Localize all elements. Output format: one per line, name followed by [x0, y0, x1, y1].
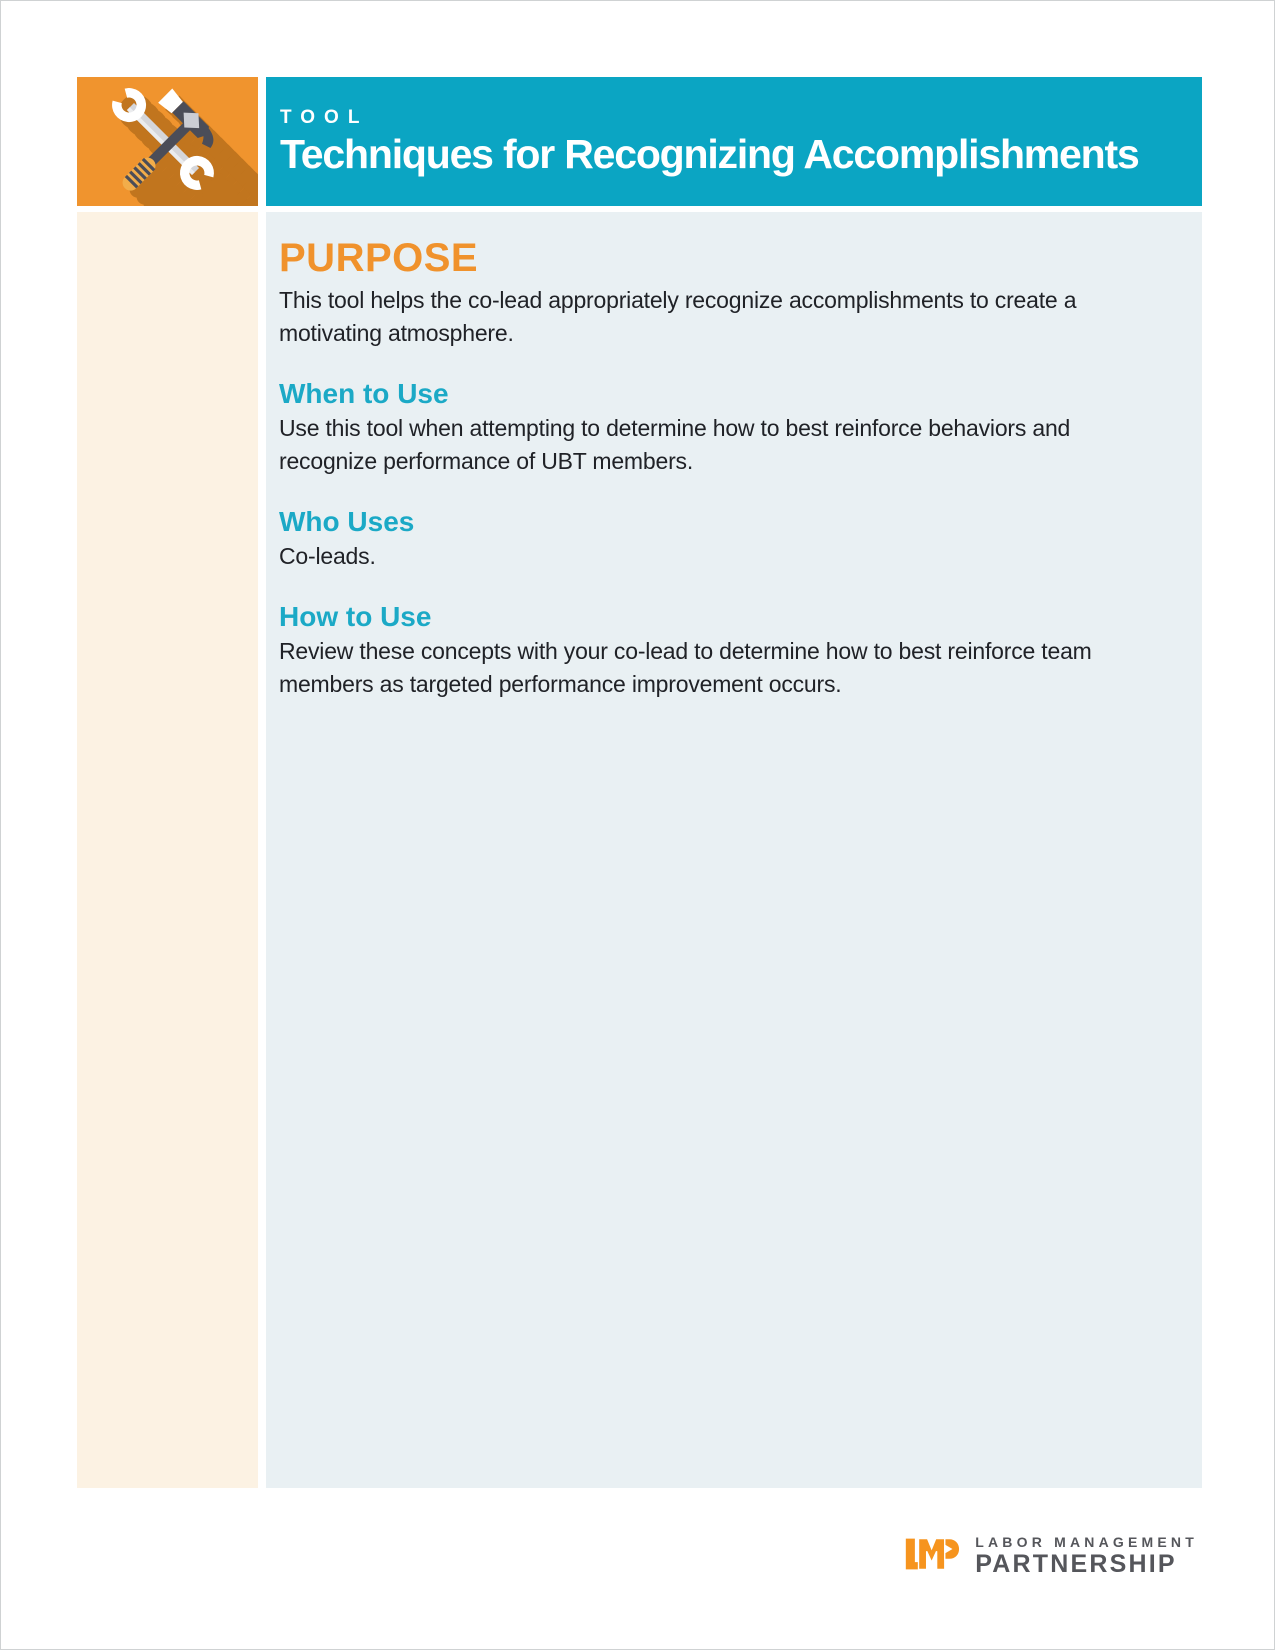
how-line-1: Review these concepts with your co-lead to determine how to best reinforce team — [279, 638, 1092, 664]
purpose-line-2: motivating atmosphere. — [279, 320, 514, 346]
lmp-logo-mark-icon — [904, 1535, 962, 1573]
tools-icon — [77, 77, 258, 206]
how-line-2: members as targeted performance improvement occurs. — [279, 671, 842, 697]
purpose-paragraph — [279, 284, 1194, 350]
when-to-use-heading: When to Use — [279, 378, 449, 409]
purpose-heading: PURPOSE — [279, 236, 479, 280]
logo-line-labor-management: LABOR MANAGEMENT — [975, 1534, 1198, 1550]
purpose-line-1: This tool helps the co-lead appropriately recognize accomplishments to create a — [279, 287, 1077, 313]
content-panel — [266, 212, 1202, 1488]
page-title: Techniques for Recognizing Accomplishments — [280, 131, 1139, 177]
who-uses-heading: Who Uses — [279, 506, 415, 537]
who-uses-paragraph — [279, 540, 1194, 573]
header-banner — [266, 77, 1202, 206]
when-line-2: recognize performance of UBT members. — [279, 448, 694, 474]
lmp-logo-text — [975, 1535, 1198, 1577]
when-to-use-paragraph — [279, 412, 1194, 478]
how-to-use-heading: How to Use — [279, 601, 432, 632]
wrench-hammer-icon — [77, 77, 258, 206]
lmp-logo — [904, 1535, 1198, 1577]
sidebar-accent-column — [77, 212, 258, 1488]
when-line-1: Use this tool when attempting to determine how to best reinforce behaviors and — [279, 415, 1071, 441]
who-line-1: Co-leads. — [279, 543, 376, 569]
logo-line-partnership: PARTNERSHIP — [975, 1550, 1177, 1578]
document-type-kicker: TOOL — [280, 107, 369, 128]
how-to-use-paragraph — [279, 635, 1194, 701]
